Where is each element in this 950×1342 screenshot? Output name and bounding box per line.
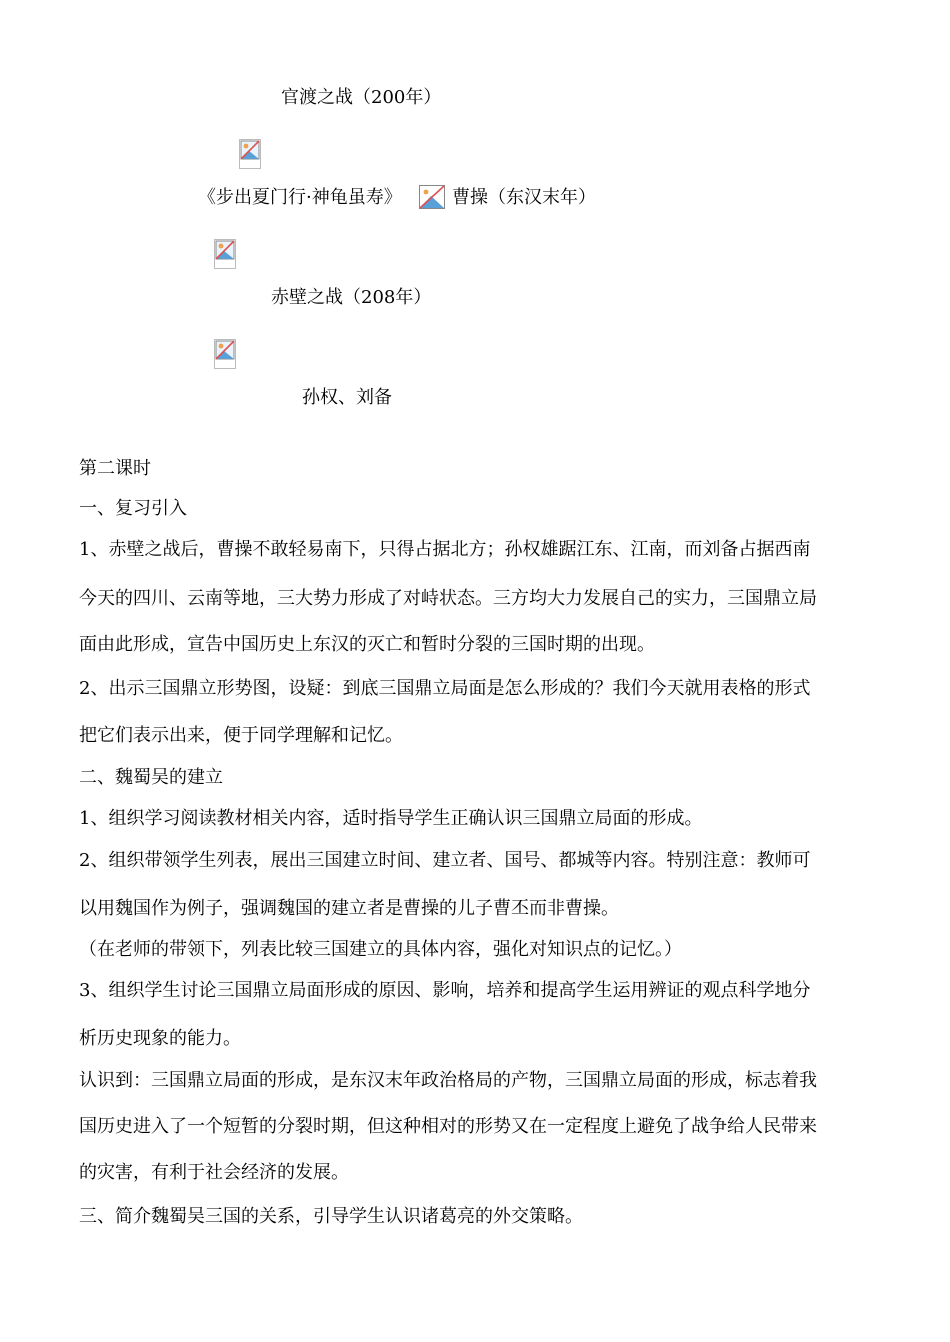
paragraph-line: 面由此形成，宣告中国历史上东汉的灭亡和暂时分裂的三国时期的出现。 xyxy=(79,634,655,655)
paragraph-line: 国历史进入了一个短暂的分裂时期，但这种相对的形势又在一定程度上避免了战争给人民带来 xyxy=(79,1116,817,1137)
poem-title: 《步出夏门行·神龟虽寿》 xyxy=(198,187,402,208)
paragraph-line: （在老师的带领下，列表比较三国建立的具体内容，强化对知识点的记忆。） xyxy=(79,939,682,960)
section-1-title: 一、复习引入 xyxy=(79,498,187,519)
broken-image-icon xyxy=(239,139,261,169)
lesson-heading: 第二课时 xyxy=(79,458,151,479)
paragraph-line: 2、组织带领学生列表，展出三国建立时间、建立者、国号、都城等内容。特别注意：教师可 xyxy=(79,850,811,871)
broken-image-icon xyxy=(214,339,236,369)
section-3-title: 三、简介魏蜀吴三国的关系，引导学生认识诸葛亮的外交策略。 xyxy=(79,1206,583,1227)
paragraph-line: 的灾害，有利于社会经济的发展。 xyxy=(79,1162,349,1183)
section-2-title: 二、魏蜀吴的建立 xyxy=(79,767,223,788)
paragraph-line: 认识到：三国鼎立局面的形成，是东汉末年政治格局的产物，三国鼎立局面的形成，标志着我 xyxy=(79,1070,817,1091)
caocao-label: 曹操（东汉末年） xyxy=(452,187,596,208)
paragraph-line: 2、出示三国鼎立形势图，设疑：到底三国鼎立局面是怎么形成的？我们今天就用表格的形式 xyxy=(79,678,811,699)
paragraph-line: 以用魏国作为例子，强调魏国的建立者是曹操的儿子曹丕而非曹操。 xyxy=(79,898,619,919)
guandu-battle-label: 官渡之战（200年） xyxy=(281,87,442,108)
paragraph-line: 把它们表示出来，便于同学理解和记忆。 xyxy=(79,725,403,746)
paragraph-line: 3、组织学生讨论三国鼎立局面形成的原因、影响，培养和提高学生运用辨证的观点科学地分 xyxy=(79,980,811,1001)
paragraph-line: 1、组织学习阅读教材相关内容，适时指导学生正确认识三国鼎立局面的形成。 xyxy=(79,808,703,829)
paragraph-line: 析历史现象的能力。 xyxy=(79,1028,241,1049)
sunquan-liubei-label: 孙权、刘备 xyxy=(302,387,392,408)
chibi-battle-label: 赤壁之战（208年） xyxy=(271,287,432,308)
paragraph-line: 1、赤壁之战后，曹操不敢轻易南下，只得占据北方；孙权雄踞江东、江南，而刘备占据西南 xyxy=(79,539,811,560)
paragraph-line: 今天的四川、云南等地，三大势力形成了对峙状态。三方均大力发展自己的实力，三国鼎立局 xyxy=(79,588,817,609)
broken-image-icon xyxy=(214,239,236,269)
broken-image-icon xyxy=(419,185,445,209)
